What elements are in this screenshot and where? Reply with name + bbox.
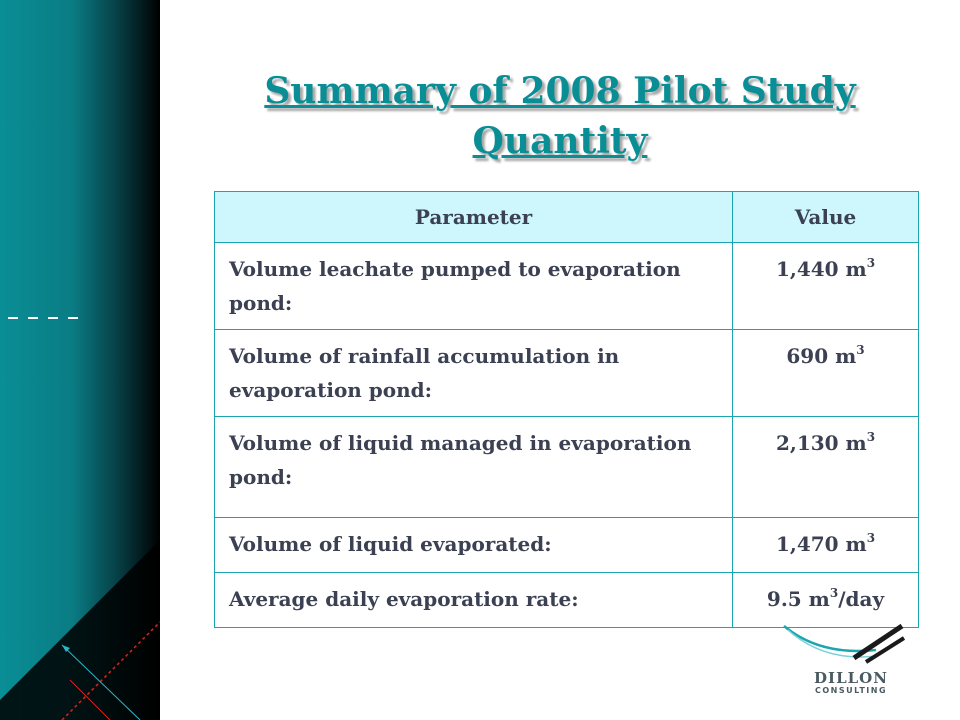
header-parameter: Parameter: [215, 192, 733, 243]
table-row: [215, 243, 919, 330]
header-value: Value: [733, 192, 919, 243]
cell-parameter: Volume of liquid managed in evaporation pond:: [215, 417, 733, 518]
cell-value: 1,470 $m^3$: [733, 518, 919, 573]
cell-parameter: Volume leachate pumped to evaporation pond:: [215, 243, 733, 330]
cell-parameter: Volume of rainfall accumulation in evaporation pond:: [215, 330, 733, 417]
page-title: [160, 66, 960, 166]
cell-value: 690 $m^3$: [733, 330, 919, 417]
title-line-1: Summary of 2008 Pilot Study: [264, 70, 856, 112]
logo-subtitle: CONSULTING: [814, 686, 888, 695]
table-row: [215, 518, 919, 573]
table-row: [215, 330, 919, 417]
logo-swoosh-icon: [780, 620, 910, 672]
cell-value: 1,440 $m^3$: [733, 243, 919, 330]
logo-name: DILLON: [814, 669, 888, 687]
cell-parameter: Volume of liquid evaporated:: [215, 518, 733, 573]
cell-value: 9.5 $m^3$/day: [733, 573, 919, 628]
table-header-row: [215, 192, 919, 243]
diagonal-lines-decor: [0, 0, 160, 720]
dillon-logo: [780, 620, 910, 700]
cell-parameter: Average daily evaporation rate:: [215, 573, 733, 628]
title-line-2: Quantity: [472, 120, 648, 162]
side-decor-panel: [0, 0, 160, 720]
cell-value: 2,130 $m^3$: [733, 417, 919, 518]
table-row: [215, 417, 919, 518]
summary-table: [214, 191, 919, 628]
